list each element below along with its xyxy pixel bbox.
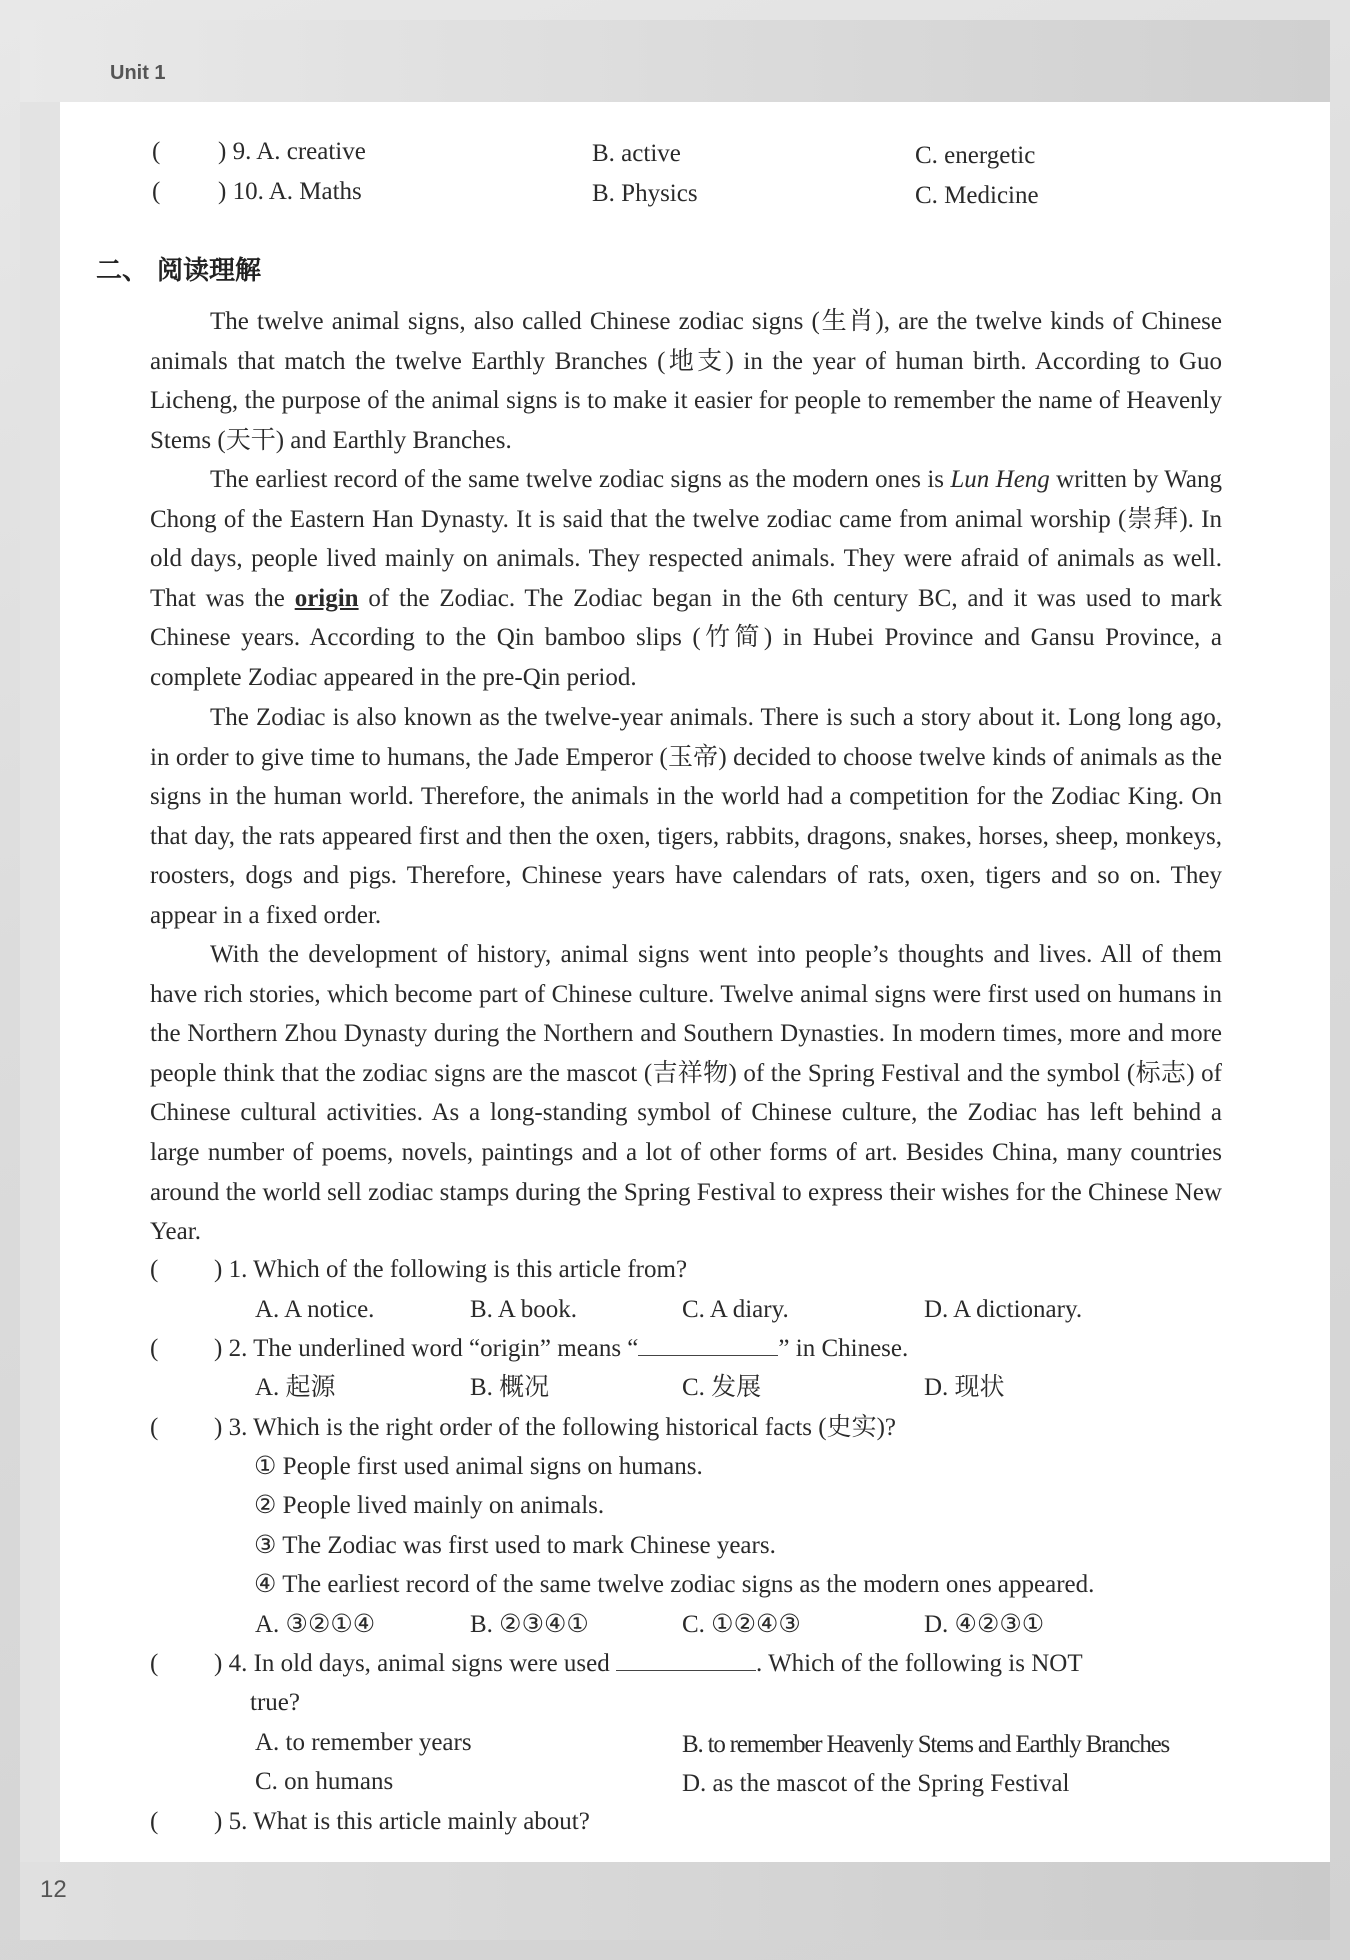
q4-option-d: D. as the mascot of the Spring Festival	[682, 1770, 1070, 1797]
passage-paragraph-1: The twelve animal signs, also called Chinese zodiac signs (生肖), are the twelve kinds of Chinese animals that match the twelve Earthly Branches (地支) in the year of human birth. According to Guo Licheng, the purpose of the animal signs is to make it easier for people to remember the name of Heavenly Stems (天干) and Earthly Branches.	[150, 308, 1222, 454]
q3-fact-4: ④ The earliest record of the same twelve zodiac signs as the modern ones appeared.	[254, 1571, 1095, 1598]
p2-text-a: The earliest record of the same twelve zodiac signs as the modern ones is	[210, 466, 951, 493]
q4-option-b: B. to remember Heavenly Stems and Earthly Branches	[682, 1731, 1170, 1758]
q9-stem: ) 9. A. creative	[218, 138, 366, 165]
q1-stem: ) 1. Which of the following is this article from?	[214, 1256, 688, 1283]
q2-stem	[214, 1333, 908, 1365]
q2-answer-blank[interactable]	[638, 1333, 778, 1356]
q10-option-c: C. Medicine	[915, 182, 1039, 209]
q2-paren: (	[150, 1335, 159, 1362]
section-title: 二、 阅读理解	[96, 256, 262, 286]
q2-option-d: D. 现状	[924, 1374, 1005, 1401]
q5-paren: (	[150, 1808, 159, 1835]
q2-option-c: C. 发展	[682, 1374, 762, 1401]
q4-stem-b: . Which of the following is NOT	[756, 1650, 1083, 1677]
q9-option-c: C. energetic	[915, 142, 1036, 169]
q4-stem-continued: true?	[250, 1689, 300, 1716]
q1-option-d: D. A dictionary.	[924, 1296, 1083, 1323]
q9-option-b: B. active	[592, 140, 681, 167]
underlined-word-origin: origin	[294, 584, 359, 612]
footer-band	[20, 1862, 1330, 1940]
q3-fact-3: ③ The Zodiac was first used to mark Chinese years.	[254, 1532, 776, 1559]
q3-option-b: B. ②③④①	[470, 1611, 589, 1638]
page-number: 12	[40, 1876, 67, 1903]
q3-option-c: C. ①②④③	[682, 1611, 801, 1638]
p2-text-c: of the Zodiac. The Zodiac began in the 6th century BC, and it was used to mark Chinese years. According to the Qin bamboo slips (竹简) in Hubei Province and Gansu Province, a complete Zodiac appeared in the pre-Qin period.	[150, 584, 1223, 691]
q4-stem-a: ) 4. In old days, animal signs were used	[214, 1650, 610, 1677]
q3-paren: (	[150, 1414, 159, 1441]
q2-stem-a: ) 2. The underlined word “origin” means “	[214, 1335, 639, 1362]
passage-paragraph-3: The Zodiac is also known as the twelve-year animals. There is such a story about it. Long long ago, in order to give time to humans, the Jade Emperor (玉帝) decided to choose twelve kinds of animals as the signs in the human world. Therefore, the animals in the world had a competition for the Zodiac King. On that day, the rats appeared first and then the oxen, tigers, rabbits, dragons, snakes, horses, sheep, monkeys, roosters, dogs and pigs. Therefore, Chinese years have calendars of rats, oxen, tigers and so on. They appear in a fixed order.	[150, 704, 1222, 929]
q1-option-c: C. A diary.	[682, 1296, 789, 1323]
q9-paren: (	[152, 138, 161, 165]
q3-fact-1: ① People first used animal signs on humans.	[254, 1453, 703, 1480]
q1-paren: (	[150, 1256, 159, 1283]
q10-stem: ) 10. A. Maths	[218, 178, 362, 205]
passage-paragraph-4: With the development of history, animal signs went into people’s thoughts and lives. All of them have rich stories, which become part of Chinese culture. Twelve animal signs were first used on humans in the Northern Zhou Dynasty during the Northern and Southern Dynasties. In modern times, more and more people think that the zodiac signs are the mascot (吉祥物) of the Spring Festival and the symbol (标志) of Chinese cultural activities. As a long-standing symbol of Chinese culture, the Zodiac has left behind a large number of poems, novels, paintings and a lot of other forms of art. Besides China, many countries around the world sell zodiac stamps during the Spring Festival to express their wishes for the Chinese New Year.	[150, 941, 1222, 1246]
q3-option-a: A. ③②①④	[255, 1611, 376, 1638]
q10-option-b: B. Physics	[592, 180, 698, 207]
q10-paren: (	[152, 178, 161, 205]
q2-stem-b: ” in Chinese.	[778, 1335, 909, 1362]
q4-answer-blank[interactable]	[616, 1648, 756, 1671]
q3-stem: ) 3. Which is the right order of the following historical facts (史实)?	[214, 1414, 896, 1441]
left-margin-band	[20, 102, 60, 1862]
book-title: Lun Heng	[950, 466, 1050, 493]
q4-option-c: C. on humans	[255, 1768, 394, 1795]
q4-option-a: A. to remember years	[255, 1729, 472, 1756]
q2-option-b: B. 概况	[470, 1374, 550, 1401]
p2-text-b: written by Wang Chong of the Eastern Han Dynasty. It is said that the twelve zodiac came from animal worship (崇拜). In old days, people lived mainly on animals. They respected animals. They were afraid of animals as well. That was the	[150, 466, 1222, 612]
q3-option-d: D. ④②③①	[924, 1611, 1045, 1638]
q2-option-a: A. 起源	[255, 1374, 336, 1401]
q1-option-b: B. A book.	[470, 1296, 577, 1323]
q4-stem	[214, 1648, 1083, 1680]
passage-paragraph-2	[150, 460, 1222, 698]
q3-fact-2: ② People lived mainly on animals.	[254, 1492, 605, 1519]
unit-label: Unit 1	[110, 62, 166, 84]
q1-option-a: A. A notice.	[255, 1296, 375, 1323]
q5-stem: ) 5. What is this article mainly about?	[214, 1808, 590, 1835]
q4-paren: (	[150, 1650, 159, 1677]
